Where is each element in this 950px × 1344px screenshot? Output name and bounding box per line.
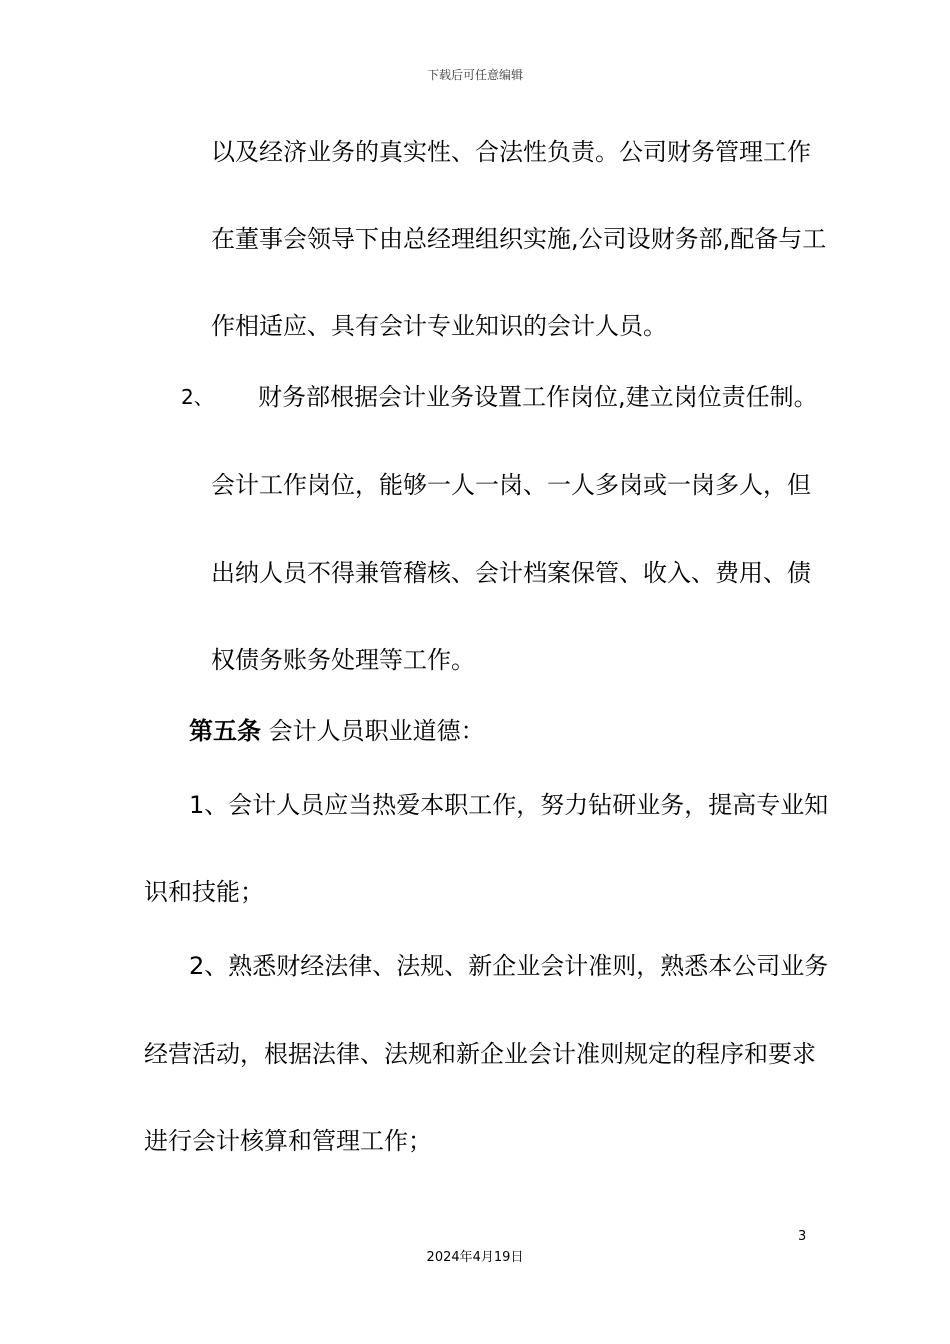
footer-date: 2024年4月19日 <box>426 1250 524 1265</box>
list-item-text: 财务部根据会计业务设置工作岗位,建立岗位责任制。 <box>258 383 818 411</box>
page-header: 下载后可任意编辑 <box>426 68 523 82</box>
paragraph-line: 经营活动，根据法律、法规和新企业会计准则规定的程序和要求 <box>144 1040 816 1068</box>
paragraph-line: 2、熟悉财经法律、法规、新企业会计准则，熟悉本公司业务 <box>189 952 829 980</box>
paragraph-line: 1、会计人员应当热爱本职工作，努力钻研业务，提高专业知 <box>189 791 829 819</box>
body-line: 作相适应、具有会计专业知识的会计人员。 <box>211 312 667 340</box>
body-line: 在董事会领导下由总经理组织实施,公司设财务部,配备与工 <box>211 225 827 253</box>
article-label: 第五条 <box>189 717 261 745</box>
body-line: 会计工作岗位，能够一人一岗、一人多岗或一岗多人，但 <box>211 471 811 499</box>
article-heading <box>189 716 485 746</box>
article-title: 会计人员职业道德： <box>268 717 485 745</box>
paragraph-line: 识和技能； <box>144 878 264 906</box>
list-number: 2、 <box>181 385 214 409</box>
body-line: 出纳人员不得兼管稽核、会计档案保管、收入、费用、债 <box>211 559 811 587</box>
body-line: 权债务账务处理等工作。 <box>211 646 475 674</box>
body-line: 以及经济业务的真实性、合法性负责。公司财务管理工作 <box>211 138 811 166</box>
paragraph-line: 进行会计核算和管理工作； <box>144 1127 432 1155</box>
page-number: 3 <box>798 1229 807 1244</box>
